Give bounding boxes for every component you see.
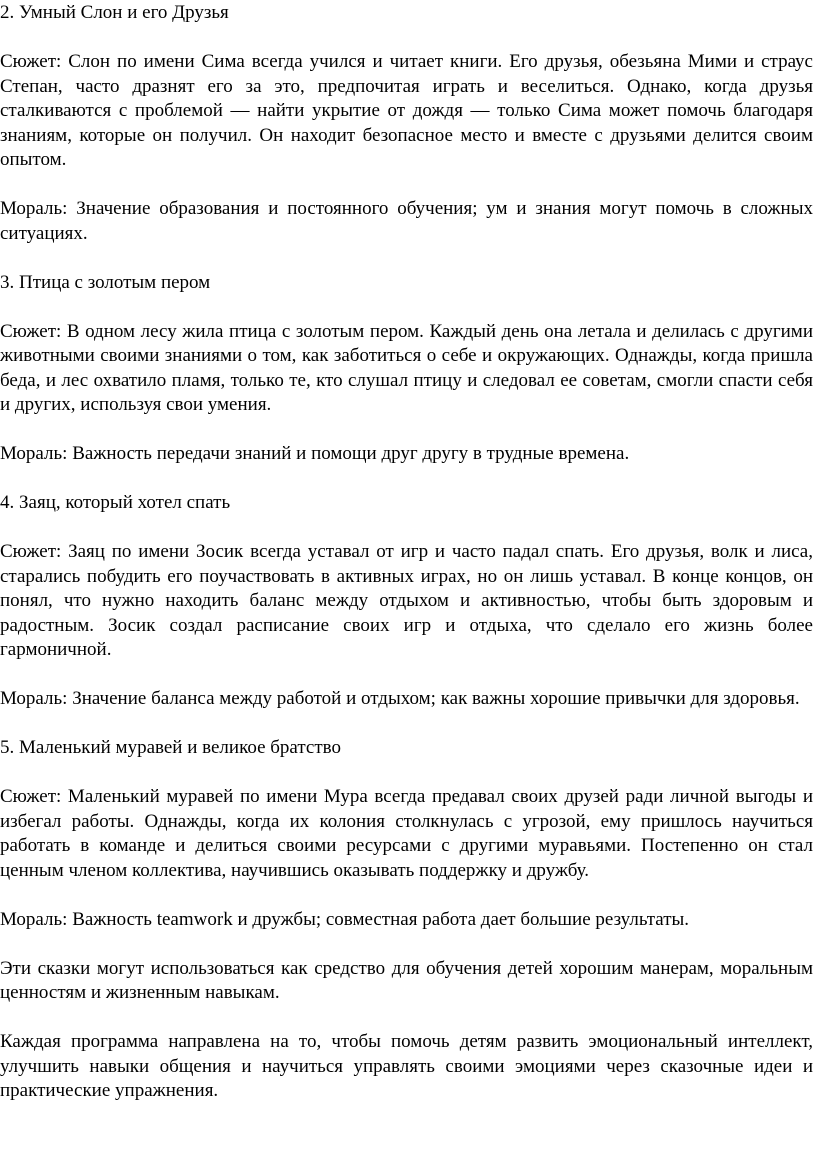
story-moral: Мораль: Важность передачи знаний и помощи друг другу в трудные времена.: [0, 443, 630, 464]
story-title: 2. Умный Слон и его Друзья: [0, 2, 229, 23]
closing-section: [0, 957, 813, 1104]
story-4: [0, 491, 813, 712]
story-plot: Сюжет: Заяц по имени Зосик всегда уставал от игр и часто падал спать. Его друзья, волк и лиса, старались побудить его поучаствовать в активных играх, но он лишь уставал. В конце концов, он понял, что нужно находить баланс между отдыхом и активностью, чтобы быть здоровым и радостным. Зосик создал расписание своих игр и отдыха, что сделало его жизнь более гармоничной.: [0, 541, 813, 660]
story-plot: Сюжет: В одном лесу жила птица с золотым пером. Каждый день она летала и делилась с другими животными своими знаниями о том, как заботиться о себе и окружающих. Однажды, когда пришла беда, и лес охватило пламя, только те, кто слушал птицу и следовал ее советам, смогли спасти себя и других, используя свои умения.: [0, 320, 813, 415]
story-plot: Сюжет: Слон по имени Сима всегда учился и читает книги. Его друзья, обезьяна Мими и страус Степан, часто дразнят его за это, предпочитая играть и веселиться. Однако, когда друзья сталкиваются с проблемой — найти укрытие от дождя — только Сима может помочь благодаря знаниям, которые он получил. Он находит безопасное место и вместе с друзьями делится своим опытом.: [0, 51, 813, 170]
story-title: 4. Заяц, который хотел спать: [0, 492, 231, 513]
story-plot: Сюжет: Маленький муравей по имени Мура всегда предавал своих друзей ради личной выгоды и избегал работы. Однажды, когда их колония столкнулась с угрозой, ему пришлось научиться работать в команде и делиться своими ресурсами с другими муравьями. Постепенно он стал ценным членом коллектива, научившись оказывать поддержку и дружбу.: [0, 786, 813, 881]
story-2: [0, 1, 813, 246]
story-3: [0, 271, 813, 467]
story-title: 3. Птица с золотым пером: [0, 271, 211, 293]
story-moral: Мораль: Значение баланса между работой и отдыхом; как важны хорошие привычки для здоровья.: [0, 688, 800, 709]
story-title: 5. Маленький муравей и великое братство: [0, 737, 341, 758]
story-moral: Мораль: Значение образования и постоянного обучения; ум и знания могут помочь в сложных ситуациях.: [0, 198, 813, 244]
story-moral: Мораль: Важность teamwork и дружбы; совместная работа дает большие результаты.: [0, 908, 690, 930]
closing-paragraph: Эти сказки могут использоваться как средство для обучения детей хорошим манерам, моральным ценностям и жизненным навыкам.: [0, 957, 813, 1003]
story-5: [0, 736, 813, 932]
closing-paragraph: Каждая программа направлена на то, чтобы помочь детям развить эмоциональный интеллект, улучшить навыки общения и научиться управлять своими эмоциями через сказочные идеи и практические упражнения.: [0, 1031, 813, 1101]
